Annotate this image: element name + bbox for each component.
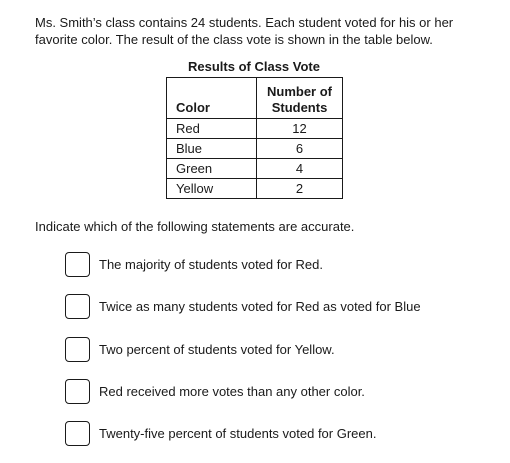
- choice-label: Twenty-five percent of students voted for Green.: [99, 425, 377, 441]
- row-color: Blue: [167, 139, 257, 159]
- choice-red-most-votes[interactable]: [65, 377, 365, 405]
- choice-label: Red received more votes than any other color.: [99, 383, 365, 399]
- choice-two-percent-yellow[interactable]: [65, 335, 335, 363]
- checkbox[interactable]: [65, 337, 90, 362]
- table-row: [167, 139, 343, 159]
- table-row: [167, 179, 343, 199]
- header-number-of-students: [257, 78, 343, 119]
- results-table: [166, 77, 343, 199]
- checkbox[interactable]: [65, 379, 90, 404]
- table-row: [167, 159, 343, 179]
- choice-label: Twice as many students voted for Red as voted for Blue: [99, 298, 421, 314]
- row-count: 4: [257, 159, 343, 179]
- table-title: Results of Class Vote: [188, 59, 320, 74]
- header-number-line2: Students: [271, 100, 328, 115]
- row-count: 2: [257, 179, 343, 199]
- table-header-row: [167, 78, 343, 119]
- checkbox[interactable]: [65, 294, 90, 319]
- header-number-line1: Number of: [267, 84, 332, 99]
- row-color: Green: [167, 159, 257, 179]
- row-color: Yellow: [167, 179, 257, 199]
- choice-majority-red[interactable]: [65, 250, 323, 278]
- intro-text: Ms. Smith’s class contains 24 students. Each student voted for his or her favorite color. The result of the class vote is shown in the table below.: [35, 15, 454, 47]
- row-color: Red: [167, 119, 257, 139]
- choice-twice-red-blue[interactable]: [65, 292, 421, 320]
- choice-twenty-five-percent-green[interactable]: [65, 419, 376, 447]
- question-prompt: Indicate which of the following statements are accurate.: [35, 219, 355, 234]
- checkbox[interactable]: [65, 252, 90, 277]
- choice-label: Two percent of students voted for Yellow.: [99, 341, 335, 357]
- checkbox[interactable]: [65, 421, 90, 446]
- row-count: 6: [257, 139, 343, 159]
- choice-label: The majority of students voted for Red.: [99, 256, 323, 272]
- table-row: [167, 119, 343, 139]
- row-count: 12: [257, 119, 343, 139]
- header-color: Color: [167, 78, 257, 119]
